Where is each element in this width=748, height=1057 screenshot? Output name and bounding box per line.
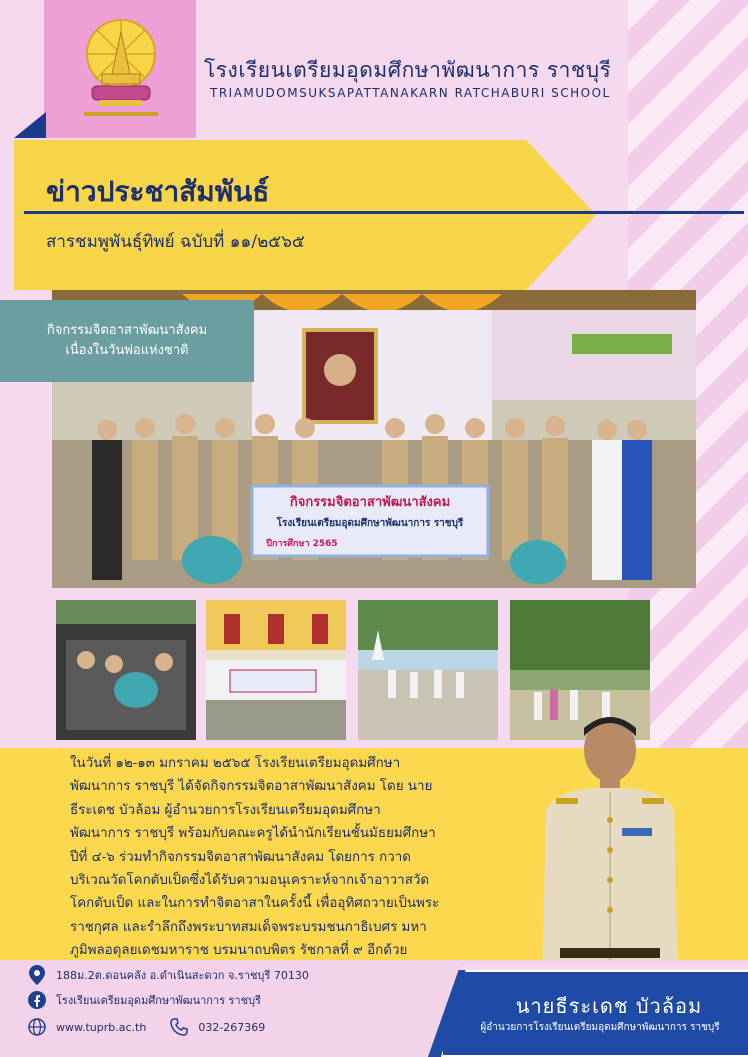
activity-caption <box>0 300 254 382</box>
thumbnail-photo <box>358 600 498 740</box>
body-line: ในวันที่ ๑๒-๑๓ มกราคม ๒๕๖๕ โรงเรียนเตรียมอุดมศึกษา <box>70 756 401 771</box>
address-text: 188ม.2ต.ดอนคลัง อ.ดำเนินสะดวก จ.ราชบุรี 70130 <box>56 969 309 982</box>
director-portrait <box>536 710 684 980</box>
caption-line1: กิจกรรมจิตอาสาพัฒนาสังคม <box>46 323 208 338</box>
photo-banner-line1: กิจกรรมจิตอาสาพัฒนาสังคม <box>289 495 451 510</box>
photo-banner-line2: โรงเรียนเตรียมอุดมศึกษาพัฒนาการ ราชบุรี <box>276 518 464 529</box>
facebook-page-link[interactable]: โรงเรียนเตรียมอุดมศึกษาพัฒนาการ ราชบุรี <box>56 994 261 1007</box>
facebook-row[interactable] <box>28 991 261 1009</box>
location-pin-icon <box>28 966 46 984</box>
body-line: โคกตับเป็ด และในการทำจิตอาสาในครั้งนี้ เพื่ออุทิศถวายเป็นพระ <box>70 896 440 912</box>
body-line: ปีที่ ๔-๖ ร่วมทำกิจกรรมจิตอาสาพัฒนาสังคม โดยการ กวาด <box>70 849 411 865</box>
caption-line2: เนื่องในวันพ่อแห่งชาติ <box>65 343 189 358</box>
body-line: ราชกุศล และรำลึกถึงพระบาทสมเด็จพระบรมชนกาธิเบศร มหา <box>70 919 427 935</box>
director-position: ผู้อำนวยการโรงเรียนเตรียมอุดมศึกษาพัฒนาการ ราชบุรี <box>480 1022 720 1033</box>
website-link[interactable]: www.tuprb.ac.th <box>56 1020 147 1034</box>
director-name: นายธีระเดช บัวล้อม <box>515 994 703 1018</box>
school-logo <box>78 14 164 134</box>
body-line: พัฒนาการ ราชบุรี ได้จัดกิจกรรมจิตอาสาพัฒนาสังคม โดย นาย <box>70 779 433 795</box>
school-name-thai: โรงเรียนเตรียมอุดมศึกษาพัฒนาการ ราชบุรี <box>204 58 612 82</box>
facebook-icon[interactable] <box>28 991 46 1009</box>
page-title: ข่าวประชาสัมพันธ์ <box>46 175 270 208</box>
issue-subtitle: สารชมพูพันธุ์ทิพย์ ฉบับที่ ๑๑/๒๕๖๕ <box>46 232 305 252</box>
body-line: ภูมิพลอดุลยเดชมหาราช บรมนาถบพิตร รัชกาลที่ ๙ อีกด้วย <box>70 943 408 959</box>
title-banner <box>14 140 596 290</box>
photo-banner-line3: ปีการศึกษา 2565 <box>266 539 338 549</box>
address-row <box>28 966 309 984</box>
body-line: บริเวณวัดโคกตับเป็ดซึ่งได้รับความอนุเคราะห์จากเจ้าอาวาสวัด <box>70 873 430 889</box>
thumbnail-photo <box>56 600 196 740</box>
news-body <box>70 752 540 963</box>
phone-icon <box>170 1018 188 1036</box>
phone-number[interactable]: 032-267369 <box>198 1020 266 1034</box>
school-name-english: TRIAMUDOMSUKSAPATTANAKARN RATCHABURI SCHOOL <box>210 86 611 100</box>
body-line: พัฒนาการ ราชบุรี พร้อมกับคณะครูได้นำนักเรียนชั้นมัธยมศึกษา <box>70 826 436 842</box>
body-line: ธีระเดช บัวล้อม ผู้อำนวยการโรงเรียนเตรียมอุดมศึกษา <box>70 802 381 818</box>
thumbnail-photo <box>206 600 346 740</box>
decorative-triangle <box>14 112 46 138</box>
globe-icon <box>28 1018 46 1036</box>
contact-row <box>28 1018 265 1036</box>
